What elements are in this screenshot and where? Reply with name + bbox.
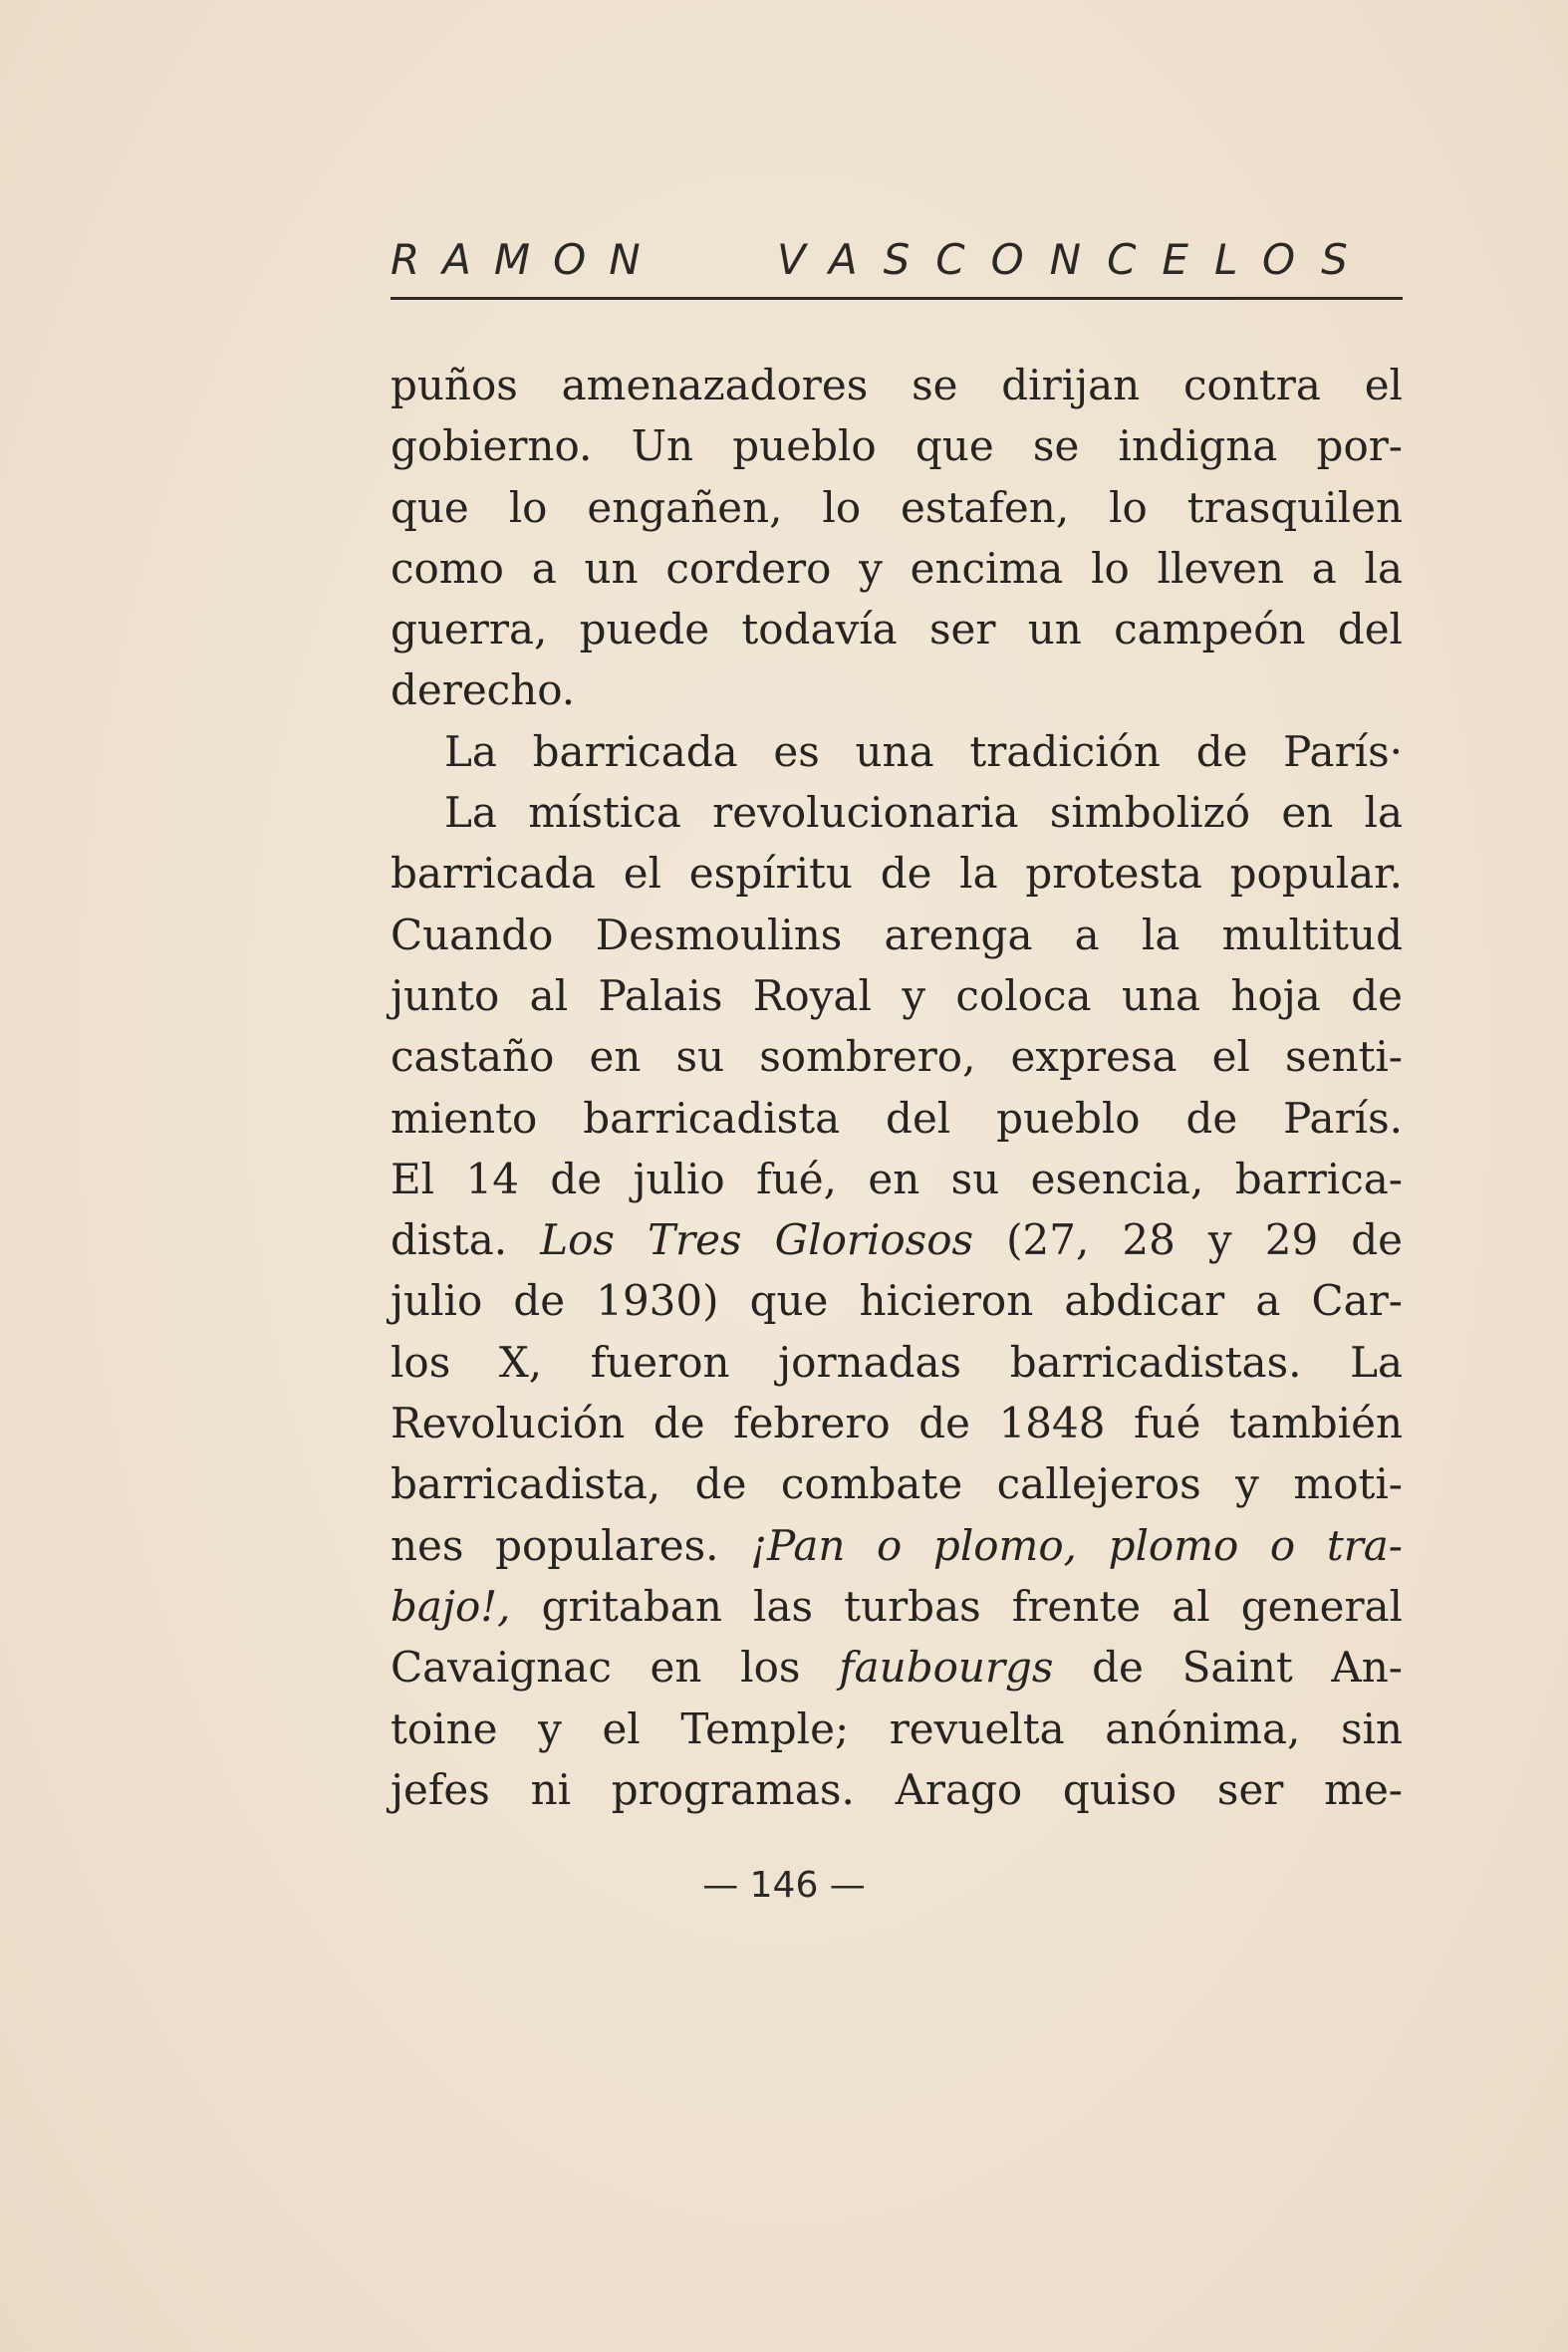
italic-title: Los Tres Gloriosos — [540, 1215, 974, 1265]
text-line: castaño en su sombrero, expresa el senti- — [391, 1032, 1403, 1082]
text-line: miento barricadista del pueblo de París. — [391, 1093, 1403, 1143]
text-line: guerra, puede todavía ser un campeón del — [391, 605, 1403, 654]
text-line: que lo engañen, lo estafen, lo trasquilen — [391, 482, 1403, 532]
running-head — [391, 225, 1405, 295]
text-line: los X, fueron jornadas barricadistas. La — [391, 1337, 1403, 1387]
italic-quote: ¡Pan o plomo, plomo o tra- — [750, 1520, 1404, 1570]
text-line: Cuando Desmoulins arenga a la multitud — [391, 910, 1403, 959]
text-line: El 14 de julio fué, en su esencia, barrica- — [391, 1154, 1403, 1203]
text-line: Revolución de febrero de 1848 fué también — [391, 1399, 1403, 1448]
text-line: como a un cordero y encima lo lleven a la — [391, 543, 1403, 593]
page-number: — 146 — — [702, 1865, 866, 1906]
text-line: bajo!, gritaban las turbas frente al general — [391, 1581, 1403, 1631]
text-line: La barricada es una tradición de París· — [444, 726, 1403, 776]
text-line: barricada el espíritu de la protesta popular. — [391, 849, 1403, 899]
running-head-author-last: VASCONCELOS — [777, 235, 1374, 284]
italic-term: faubourgs — [839, 1643, 1054, 1693]
running-head-author-first: RAMON — [391, 235, 663, 284]
text-line: Cavaignac en los faubourgs de Saint An- — [391, 1643, 1403, 1693]
body-text — [391, 355, 1403, 1820]
text-line: toine y el Temple; revuelta anónima, sin — [391, 1703, 1403, 1753]
text-line: La mística revolucionaria simbolizó en la — [444, 788, 1403, 838]
text-line: puños amenazadores se dirijan contra el — [391, 361, 1403, 409]
text-line: dista. Los Tres Gloriosos (27, 28 y 29 de — [391, 1215, 1403, 1265]
header-rule — [391, 297, 1403, 300]
text-line: jefes ni programas. Arago quiso ser me- — [391, 1764, 1403, 1814]
text-line: barricadista, de combate callejeros y moti- — [391, 1459, 1403, 1509]
text-line: gobierno. Un pueblo que se indigna por- — [391, 421, 1403, 471]
italic-quote: bajo!, — [391, 1581, 511, 1631]
text-line: julio de 1930) que hicieron abdicar a Car- — [391, 1276, 1403, 1326]
text-line: nes populares. ¡Pan o plomo, plomo o tra- — [391, 1520, 1404, 1570]
text-line: junto al Palais Royal y coloca una hoja de — [391, 970, 1403, 1020]
text-line: derecho. — [391, 665, 576, 715]
